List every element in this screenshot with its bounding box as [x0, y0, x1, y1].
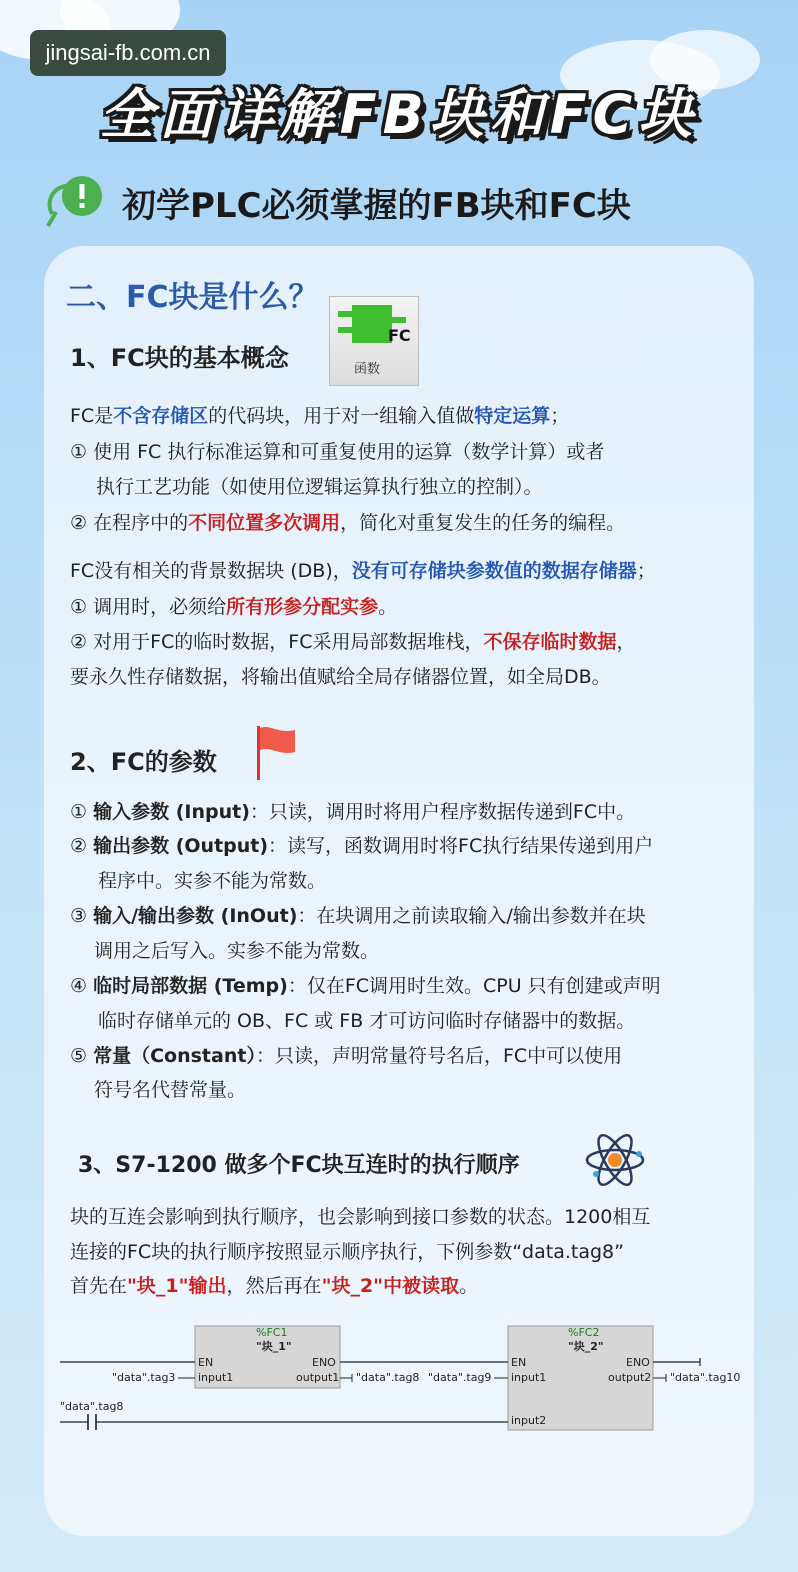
fc2-output: output2 — [608, 1371, 652, 1384]
concept-p4: FC没有相关的背景数据块 (DB)，没有可存储块参数值的数据存储器； — [70, 560, 656, 582]
wire-in1-label: "data".tag3 — [112, 1371, 176, 1384]
fc1-en: EN — [198, 1356, 214, 1369]
fc-function-icon — [329, 296, 419, 386]
order-heading: 3、S7-1200 做多个FC块互连时的执行顺序 — [78, 1153, 520, 1178]
speech-bubble-icon — [44, 174, 106, 230]
wire-out1-label: "data".tag8 — [356, 1371, 420, 1384]
concept-p5: ① 调用时，必须给所有形参分配实参。 — [70, 596, 398, 618]
fc2-input2: input2 — [511, 1414, 547, 1427]
fc2-name: "块_2" — [568, 1340, 604, 1353]
concept-p3: ② 在程序中的不同位置多次调用，简化对重复发生的任务的编程。 — [70, 512, 626, 534]
concept-p7: 要永久性存储数据，将输出值赋给全局存储器位置，如全局DB。 — [70, 666, 611, 688]
fc1-name: "块_1" — [256, 1340, 292, 1353]
atom-icon — [584, 1132, 646, 1188]
param-item-2-cont: 程序中。实参不能为常数。 — [98, 870, 327, 892]
watermark: jingsai-fb.com.cn — [30, 30, 226, 76]
fc2-en: EN — [511, 1356, 527, 1369]
concept-heading: 1、FC块的基本概念 — [70, 344, 289, 372]
page-title: 全面详解FB块和FC块 — [99, 83, 699, 146]
fc1-output: output1 — [296, 1371, 340, 1384]
param-item-5: ⑤ 常量（Constant）：只读，声明常量符号名后，FC中可以使用 — [70, 1045, 623, 1067]
ladder-diagram — [60, 1318, 740, 1436]
param-item-1: ① 输入参数 (Input)：只读，调用时将用户程序数据传递到FC中。 — [70, 801, 636, 823]
param-item-4-cont: 临时存储单元的 OB、FC 或 FB 才可访问临时存储器中的数据。 — [98, 1010, 636, 1032]
param-item-5-cont: 符号名代替常量。 — [94, 1079, 247, 1101]
fc-icon-label: FC — [388, 326, 411, 345]
param-item-4: ④ 临时局部数据 (Temp)：仅在FC调用时生效。CPU 只有创建或声明 — [70, 975, 661, 997]
param-item-3: ③ 输入/输出参数 (InOut)：在块调用之前读取输入/输出参数并在块 — [70, 905, 646, 927]
subtitle-row — [44, 172, 631, 232]
order-l1: 块的互连会影响到执行顺序，也会影响到接口参数的状态。1200相互 — [70, 1206, 651, 1228]
fc1-eno: ENO — [312, 1356, 336, 1369]
section-title: 二、FC块是什么？ — [66, 280, 319, 315]
fc2-input1: input1 — [511, 1371, 547, 1384]
order-l2: 连接的FC块的执行顺序按照显示顺序执行，下例参数“data.tag8” — [70, 1241, 624, 1263]
param-item-3-cont: 调用之后写入。实参不能为常数。 — [94, 940, 380, 962]
concept-p6: ② 对用于FC的临时数据，FC采用局部数据堆栈，不保存临时数据， — [70, 631, 636, 653]
fc-icon-caption: 函数 — [354, 362, 381, 377]
fc2-eno: ENO — [626, 1356, 650, 1369]
concept-p2a: ① 使用 FC 执行标准运算和可重复使用的运算（数学计算）或者 — [70, 441, 605, 463]
subtitle: 初学PLC必须掌握的FB块和FC块 — [122, 185, 631, 226]
contact-label: "data".tag8 — [60, 1400, 124, 1413]
concept-p2b: 执行工艺功能（如使用位逻辑运算执行独立的控制）。 — [96, 476, 543, 498]
concept-p1: FC是不含存储区的代码块，用于对一组输入值做特定运算； — [70, 405, 570, 427]
fc-block-graphic — [330, 297, 418, 385]
red-flag-icon — [255, 724, 299, 782]
wire-in2-label: "data".tag9 — [428, 1371, 492, 1384]
params-heading: 2、FC的参数 — [70, 748, 217, 776]
fc1-tag: %FC1 — [256, 1326, 288, 1339]
param-item-2: ② 输出参数 (Output)：读写，函数调用时将FC执行结果传递到用户 — [70, 835, 654, 857]
wire-out2-label: "data".tag10 — [670, 1371, 740, 1384]
order-l3: 首先在"块_1"输出，然后再在"块_2"中被读取。 — [70, 1275, 479, 1297]
fc2-tag: %FC2 — [568, 1326, 600, 1339]
fc1-input: input1 — [198, 1371, 234, 1384]
